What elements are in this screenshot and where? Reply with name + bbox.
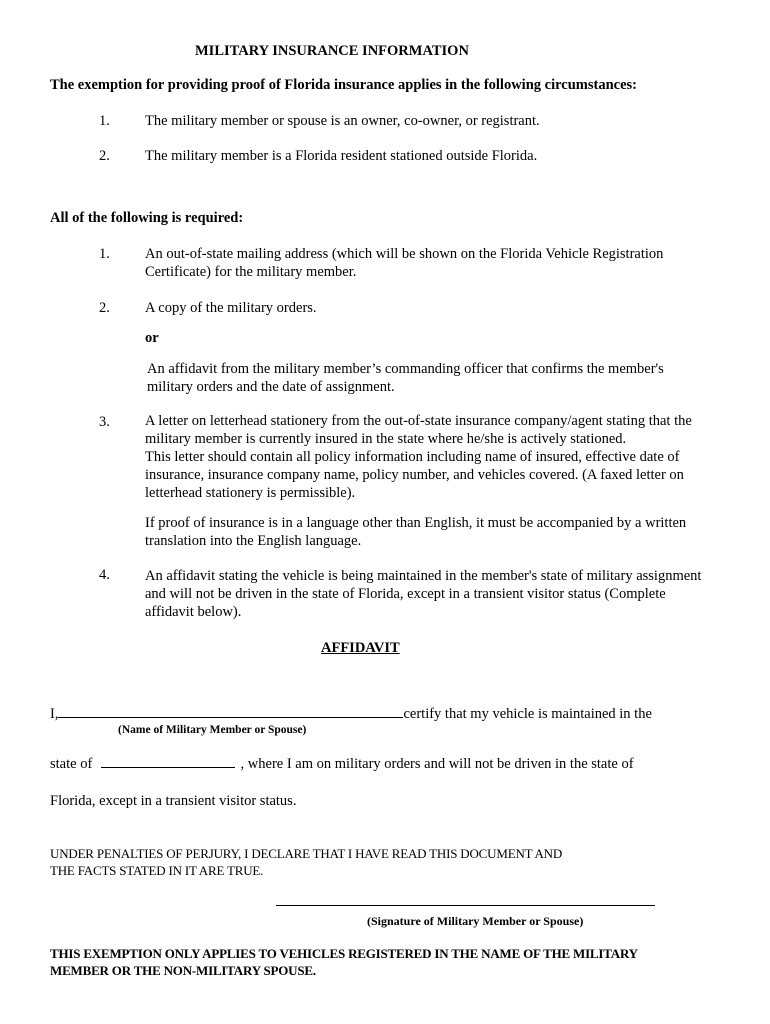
required-heading: All of the following is required: — [50, 210, 244, 226]
circumstance-text: The military member or spouse is an owner, co-owner, or registrant. — [145, 113, 540, 129]
requirement-text: An affidavit stating the vehicle is being maintained in the member's state of military assignment — [145, 568, 702, 584]
intro-heading: The exemption for providing proof of Florida insurance applies in the following circumstances: — [50, 77, 637, 93]
state-field[interactable] — [101, 767, 235, 768]
or-separator: or — [145, 330, 159, 346]
requirement-text: letterhead stationery is permissible). — [145, 485, 356, 501]
circumstance-number: 1. — [99, 113, 110, 129]
signature-field[interactable] — [276, 905, 655, 906]
requirement-text: Certificate) for the military member. — [145, 264, 357, 280]
circumstance-text: The military member is a Florida resident stationed outside Florida. — [145, 148, 538, 164]
affidavit-certify-text: certify that my vehicle is maintained in the — [403, 706, 652, 722]
affidavit-i-prefix: I, — [50, 706, 59, 722]
perjury-statement: UNDER PENALTIES OF PERJURY, I DECLARE THAT I HAVE READ THIS DOCUMENT AND — [50, 846, 563, 861]
requirement-note: translation into the English language. — [145, 533, 362, 549]
requirement-note: If proof of insurance is in a language other than English, it must be accompanied by a written — [145, 515, 687, 531]
member-name-field[interactable] — [58, 717, 403, 718]
affidavit-florida-line: Florida, except in a transient visitor status. — [50, 793, 297, 809]
requirement-text: affidavit below). — [145, 604, 242, 620]
circumstance-number: 2. — [99, 148, 110, 164]
requirement-number: 1. — [99, 246, 110, 262]
name-field-caption: (Name of Military Member or Spouse) — [118, 724, 307, 736]
requirement-text: and will not be driven in the state of Florida, except in a transient visitor status (Complete — [145, 586, 666, 602]
signature-caption: (Signature of Military Member or Spouse) — [367, 914, 584, 928]
requirement-number: 4. — [99, 567, 110, 583]
requirement-text: insurance, insurance company name, policy number, and vehicles covered. (A faxed letter on — [145, 467, 684, 483]
perjury-statement: THE FACTS STATED IN IT ARE TRUE. — [50, 863, 264, 878]
requirement-text: A letter on letterhead stationery from the out-of-state insurance company/agent stating that the — [145, 413, 692, 429]
affidavit-state-suffix: , where I am on military orders and will not be driven in the state of — [240, 756, 634, 772]
requirement-number: 3. — [99, 414, 110, 430]
affidavit-heading: AFFIDAVIT — [321, 640, 400, 656]
exemption-footer: THIS EXEMPTION ONLY APPLIES TO VEHICLES REGISTERED IN THE NAME OF THE MILITARY — [50, 946, 638, 961]
affidavit-state-line — [50, 755, 634, 773]
requirement-number: 2. — [99, 300, 110, 316]
requirement-text: An affidavit from the military member’s commanding officer that confirms the member's — [147, 361, 664, 377]
requirement-text: military orders and the date of assignment. — [147, 379, 395, 395]
affidavit-state-prefix: state of — [50, 756, 93, 772]
requirement-text: A copy of the military orders. — [145, 300, 317, 316]
exemption-footer: MEMBER OR THE NON-MILITARY SPOUSE. — [50, 963, 316, 978]
document-title: MILITARY INSURANCE INFORMATION — [195, 43, 469, 59]
requirement-text: An out-of-state mailing address (which will be shown on the Florida Vehicle Registration — [145, 246, 664, 262]
requirement-text: military member is currently insured in the state where he/she is actively stationed. — [145, 431, 627, 447]
requirement-text: This letter should contain all policy information including name of insured, effective date of — [145, 449, 680, 465]
